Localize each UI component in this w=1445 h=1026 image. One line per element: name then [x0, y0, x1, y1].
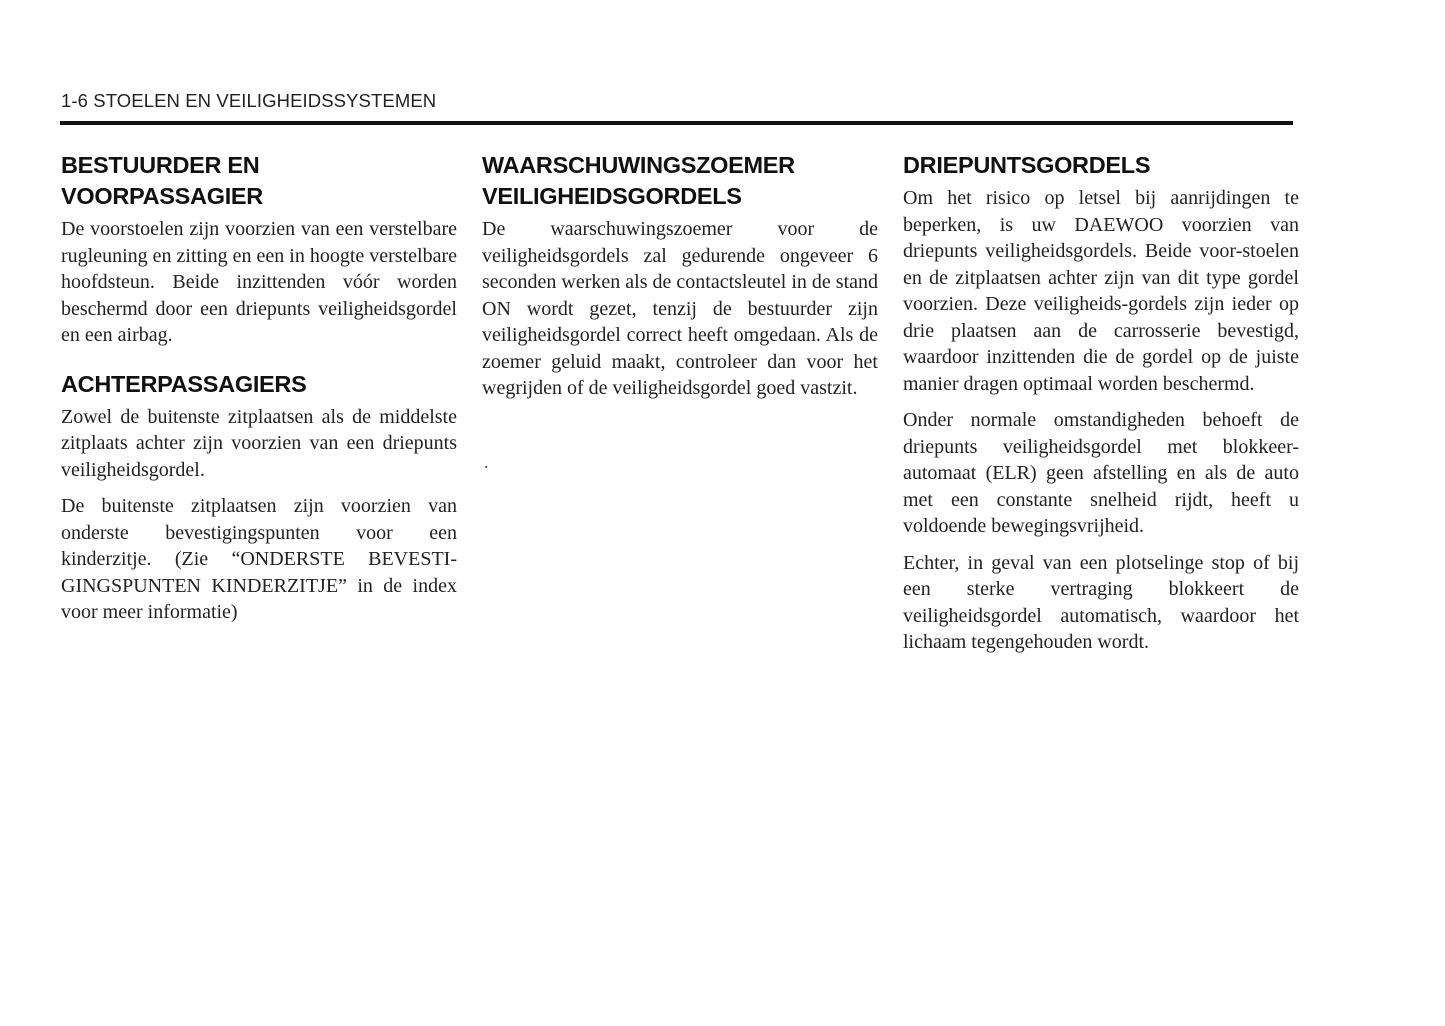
section-driepuntsgordels: [903, 150, 1299, 656]
paragraph: De waarschuwingszoemer voor de veiligheidsgordels zal gedurende ongeveer 6 seconden werken als de contactsleutel in de stand ON wordt gezet, tenzij de bestuurder zijn veiligheidsgordel correct heeft omgedaan. Als de zoemer geluid maakt, controleer dan voor het wegrijden of de veiligheidsgordel goed vastzit.: [482, 218, 878, 399]
section-heading: DRIEPUNTSGORDELS: [903, 152, 1151, 178]
column-2: [482, 150, 878, 412]
column-3: [903, 150, 1299, 666]
section-achterpassagiers: [61, 369, 457, 626]
stray-mark: .: [484, 452, 489, 472]
section-bestuurder-en-voorpassagier: [61, 150, 457, 349]
column-1: [61, 150, 457, 636]
paragraph: De buitenste zitplaatsen zijn voorzien van onderste bevestigingspunten voor een kinderzitje. (Zie “ONDERSTE BEVESTI-GINGSPUNTEN KINDERZITJE” in de index voor meer informatie): [61, 495, 457, 623]
paragraph: Onder normale omstandigheden behoeft de driepunts veiligheidsgordel met blokkeer-automaat (ELR) geen afstelling en als de auto met een constante snelheid rijdt, heeft u voldoende bewegingsvrijheid.: [903, 409, 1299, 537]
section-waarschuwingszoemer: [482, 150, 878, 402]
header-rule: [60, 121, 1293, 125]
section-heading: BESTUURDER EN VOORPASSAGIER: [61, 152, 263, 209]
page-header: 1-6 STOELEN EN VEILIGHEIDSSYSTEMEN: [61, 90, 437, 111]
paragraph: Zowel de buitenste zitplaatsen als de middelste zitplaats achter zijn voorzien van een driepunts veiligheidsgordel.: [61, 405, 457, 481]
paragraph: Echter, in geval van een plotselinge stop of bij een sterke vertraging blokkeert de veiligheidsgordel automatisch, waardoor het lichaam tegengehouden wordt.: [903, 551, 1299, 653]
paragraph: Om het risico op letsel bij aanrijdingen te beperken, is uw DAEWOO voorzien van driepunts veiligheidsgordels. Beide voor-stoelen en de zitplaatsen achter zijn van dit type gordel voorzien. Deze veiligheids-gordels zijn ieder op drie plaatsen aan de carrosserie bevestigd, waardoor inzittenden die de gordel op de juiste manier dragen optimaal worden beschermd.: [903, 187, 1299, 395]
paragraph: De voorstoelen zijn voorzien van een verstelbare rugleuning en zitting en een in hoogte verstelbare hoofdsteun. Beide inzittenden vóór worden beschermd door een driepunts veiligheidsgordel en een airbag.: [61, 218, 457, 346]
section-heading: ACHTERPASSAGIERS: [61, 370, 307, 397]
section-heading: WAARSCHUWINGSZOEMER VEILIGHEIDSGORDELS: [482, 152, 795, 209]
